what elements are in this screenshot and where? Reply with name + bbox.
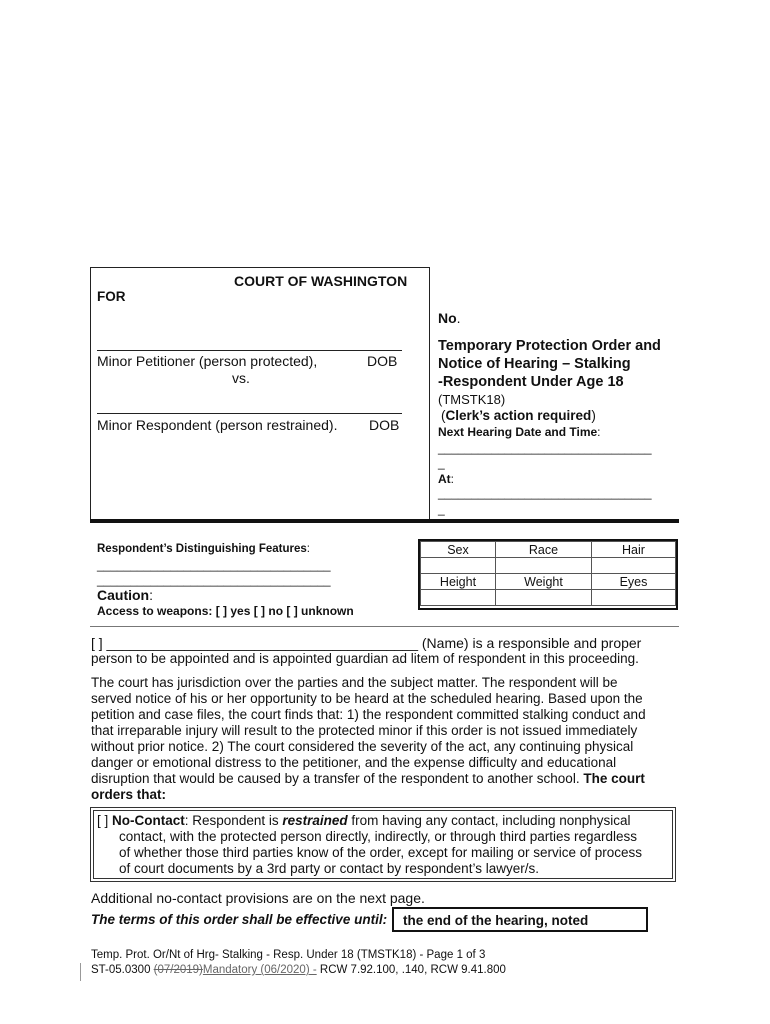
effective-until-value: the end of the hearing, noted (403, 913, 589, 928)
cell-hair-value[interactable] (592, 558, 676, 574)
respondent-label: Minor Respondent (person restrained). (97, 417, 338, 433)
effective-until-field[interactable] (392, 907, 648, 932)
no-contact-line-2: contact, with the protected person directly, indirectly, or through third parties regardless (119, 829, 638, 844)
findings-line: danger or emotional distress to the petitioner, and the expense difficulty and educational (91, 755, 617, 770)
caption-separator (90, 519, 679, 523)
cell-race-value[interactable] (496, 558, 592, 574)
cell-race: Race (496, 542, 592, 558)
court-of-washington: COURT OF WASHINGTON (234, 273, 408, 289)
clerk-open: ( (441, 408, 446, 423)
at-blank-tail: _ (438, 502, 445, 516)
effective-until-label: The terms of this order shall be effective until: (91, 912, 388, 927)
additional-provisions: Additional no-contact provisions are on the next page. (91, 890, 425, 906)
hearing-date-blank[interactable]: ________________________________ (438, 441, 652, 455)
caution-colon: : (149, 587, 153, 603)
no-contact-heading: No-Contact (112, 813, 185, 828)
cell-eyes-value[interactable] (592, 590, 676, 606)
findings-paragraph (91, 675, 681, 803)
findings-line: served notice of his or her opportunity to be heard at the scheduled hearing. Based upon the (91, 691, 643, 706)
orders-that-colon: : (161, 787, 167, 802)
cell-eyes: Eyes (592, 574, 676, 590)
case-number (438, 310, 461, 326)
no-contact-line-1 (97, 813, 631, 828)
title-line-3: -Respondent Under Age 18 (438, 374, 624, 390)
clerk-action (441, 408, 596, 423)
findings-line: The court has jurisdiction over the parties and the subject matter. The respondent will be (91, 675, 618, 690)
guardian-line-2: person to be appointed and is appointed guardian ad litem of respondent in this proceeding. (91, 651, 639, 666)
orders-that-part1: The court (583, 771, 645, 786)
footer-rcw: RCW 7.92.100, .140, RCW 9.41.800 (316, 964, 506, 976)
caution-label: Caution (97, 587, 150, 603)
at-blank[interactable]: ________________________________ (438, 486, 652, 500)
features-table-frame (418, 539, 678, 610)
findings-line: petition and case files, the court finds that: 1) the respondent committed stalking conduct and (91, 707, 646, 722)
no-contact-line-3: of whether those third parties know of the order, except for mailing or service of process (119, 845, 643, 860)
clerk-close: ) (591, 408, 596, 423)
caption-box (90, 267, 430, 520)
cell-hair: Hair (592, 542, 676, 558)
no-contact-text-1: : Respondent is (184, 813, 283, 828)
form-code: (TMSTK18) (438, 392, 506, 407)
petitioner-line (97, 350, 402, 351)
findings-line: disruption that would be caused by a transfer of the respondent to another school. (91, 771, 584, 786)
title-line-2: Notice of Hearing – Stalking (438, 356, 631, 372)
cell-weight: Weight (496, 574, 592, 590)
features-table (420, 541, 676, 606)
orders-that-part2: orders that (91, 787, 162, 802)
hearing-date-blank-tail: _ (438, 456, 445, 470)
footer-margin-bar (80, 963, 81, 981)
no-contact-line-4: of court documents by a 3rd party or contact by respondent’s lawyer/s. (119, 861, 539, 876)
guardian-line-1: [ ] ________________________________________ (Name) is a responsible and proper (91, 635, 642, 651)
case-number-period: . (456, 310, 461, 326)
cell-height: Height (421, 574, 496, 590)
at-text: At (438, 472, 451, 486)
case-number-label: No (438, 310, 457, 326)
at-colon: : (450, 472, 455, 486)
footer-line-1: Temp. Prot. Or/Nt of Hrg- Stalking - Resp. Under 18 (TMSTK18) - Page 1 of 3 (91, 949, 486, 961)
features-separator (90, 626, 679, 627)
findings-line: that irreparable injury will result to the protected minor if this order is not issued immediately (91, 723, 638, 738)
footer-form-code: ST-05.0300 (91, 964, 154, 976)
restrained-word: restrained (282, 813, 348, 828)
features-heading (97, 543, 310, 555)
features-table-value-2 (421, 590, 676, 606)
footer-line-2 (91, 964, 506, 976)
court-for: FOR (97, 289, 126, 304)
respondent-line (97, 413, 402, 414)
features-colon: : (306, 543, 310, 555)
findings-line-last (91, 771, 681, 787)
weapons-options[interactable]: : [ ] yes [ ] no [ ] unknown (208, 604, 354, 618)
no-contact-checkbox[interactable]: [ ] (97, 813, 109, 828)
title-line-1: Temporary Protection Order and (438, 338, 661, 354)
next-hearing-label: Next Hearing Date and Time (438, 425, 598, 439)
next-hearing (438, 425, 601, 439)
weapons-access (97, 604, 354, 618)
findings-line: without prior notice. 2) The court considered the severity of the act, any continuing physical (91, 739, 634, 754)
features-table-value-1 (421, 558, 676, 574)
cell-sex: Sex (421, 542, 496, 558)
cell-weight-value[interactable] (496, 590, 592, 606)
cell-height-value[interactable] (421, 590, 496, 606)
caution (97, 587, 153, 603)
features-table-header-2 (421, 574, 676, 590)
next-hearing-colon: : (597, 425, 601, 439)
features-line-2[interactable]: ___________________________________ (97, 573, 331, 587)
footer-mandatory: Mandatory (06/2020) - (202, 964, 317, 976)
petitioner-dob: DOB (367, 353, 398, 369)
orders-that (91, 787, 681, 803)
versus: vs. (232, 370, 250, 386)
clerk-action-text: Clerk’s action required (445, 408, 592, 423)
cell-sex-value[interactable] (421, 558, 496, 574)
footer-struck-date: (07/2019) (153, 964, 203, 976)
petitioner-label: Minor Petitioner (person protected), (97, 353, 318, 369)
features-table-header-1 (421, 542, 676, 558)
at-label (438, 472, 454, 486)
respondent-dob: DOB (369, 417, 400, 433)
weapons-label: Access to weapons (97, 604, 209, 618)
features-line-1[interactable]: ___________________________________ (97, 558, 331, 572)
features-label: Respondent’s Distinguishing Features (97, 543, 307, 555)
no-contact-text-2: from having any contact, including nonphysical (347, 813, 631, 828)
